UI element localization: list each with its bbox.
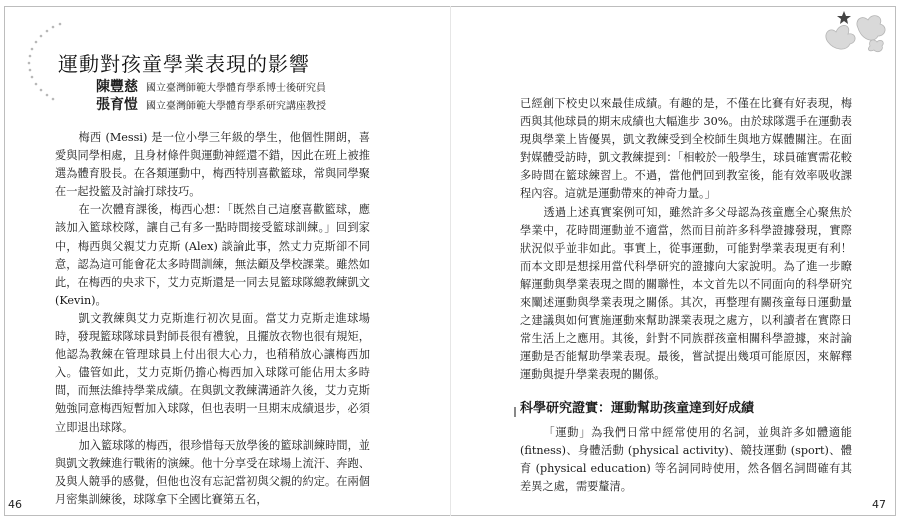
body-paragraph: 「運動」為我們日常中經常使用的名詞，並與許多如體適能 (fitness)、身體活動 (physical activity)、競技運動 (sport)、體育 (physical education) 等名詞同時使用，然各個名詞間確有其差異之處，需要釐清。 — [520, 425, 852, 493]
author-name: 陳豐慈 — [96, 79, 138, 95]
body-paragraph: 在一次體育課後，梅西心想：「既然自己這麼喜歡籃球，應該加入籃球校隊，讓自己有多一點時間接受籃球訓練。」回到家中，梅西與父親艾力克斯 (Alex) 談論此事，然丈力克斯卻不同意，認為這可能會花太多時間訓練，無法顧及學校課業。雖然如此，在梅西的央求下，艾力克斯還是一同去見籃球隊總教練凱文 (Kevin)。 — [55, 203, 370, 307]
body-paragraph: 梅西 (Messi) 是一位小學三年級的學生，他個性開朗，喜愛與同學相處，且身材條件與運動神經還不錯，因此在班上被推選為體育股長。在各類運動中，梅西特別喜歡籃球，常與同學聚在一起投籃及討論打球技巧。 — [55, 131, 370, 199]
section-heading-text: 科學研究證實：運動幫助孩童達到好成績 — [520, 400, 755, 416]
body-paragraph: 已經創下校史以來最佳成績。有趣的是，不僅在比賽有好表現，梅西與其他球員的期末成績也大幅進步 30%。由於球隊選手在運動表現與學業上皆優異，凱文教練受到全校師生與地方媒體關注。在面對媒體受訪時，凱文教練提到：「相較於一般學生，球員確實需花較多時間在籃球練習上。不過，當他們回到教室後，能有效率吸收課程內容。這就是運動帶來的神奇力量。」 — [520, 97, 852, 201]
right-column — [520, 95, 852, 496]
book-spine — [450, 6, 451, 516]
author-line — [96, 94, 326, 114]
left-column — [55, 129, 370, 509]
floral-ornament — [820, 8, 890, 58]
author-line — [96, 76, 326, 96]
body-paragraph: 凱文教練與艾力克斯進行初次見面。當艾力克斯走進球場時，發現籃球隊球員對師長很有禮貌，且擺放衣物也很有規矩，他認為教練在管理球員上付出很大心力，也稍稍放心讓梅西加入。儘管如此，艾力克斯仍擔心梅西加入球隊可能佔用太多時間，而無法維持學業成績。在與凱文教練溝通許久後，艾力克斯勉強同意梅西短暫加入球隊，但也表明一旦期末成績退步，必須立即退出球隊。 — [55, 311, 370, 434]
body-paragraph: 透過上述真實案例可知，雖然許多父母認為孩童應全心聚焦於學業中，花時間運動並不適當，然而目前許多科學證據發現，實際狀況似乎並非如此。事實上，從事運動，可能對學業表現更有利！而本文即是想採用當代科學研究的證據向大家說明。為了進一步瞭解運動與學業表現之間的關聯性，本文首先以不同面向的科學研究來闡述運動與學業表現之關係。其次，再整理有關孩童每日運動量之建議與如何實施運動來幫助課業表現之處方，以利讀者在實際日常生活上之應用。其後，針對不同族群孩童相關科學證據，來討論運動是否能幫助學業表現。最後，嘗試提出幾項可能原因，來解釋運動與提升學業表現的關係。 — [520, 205, 852, 382]
page-number-left: 46 — [8, 498, 22, 511]
author-name: 張育愷 — [96, 97, 138, 113]
author-affiliation: 國立臺灣師範大學體育學系博士後研究員 — [146, 83, 326, 94]
article-title: 運動對孩童學業表現的影響 — [58, 52, 310, 76]
heading-marker — [514, 407, 520, 417]
body-paragraph: 加入籃球隊的梅西，很珍惜每天放學後的籃球訓練時間，並與凱文教練進行戰術的演練。他十分享受在球場上流汗、奔跑、及與人競爭的感覺，但他也沒有忘記當初與父親的約定。在兩個月密集訓練後，球隊拿下全國比賽第五名， — [55, 438, 370, 506]
page-number-right: 47 — [872, 498, 886, 511]
section-heading — [520, 400, 852, 418]
author-affiliation: 國立臺灣師範大學體育學系研究講座教授 — [146, 101, 326, 112]
